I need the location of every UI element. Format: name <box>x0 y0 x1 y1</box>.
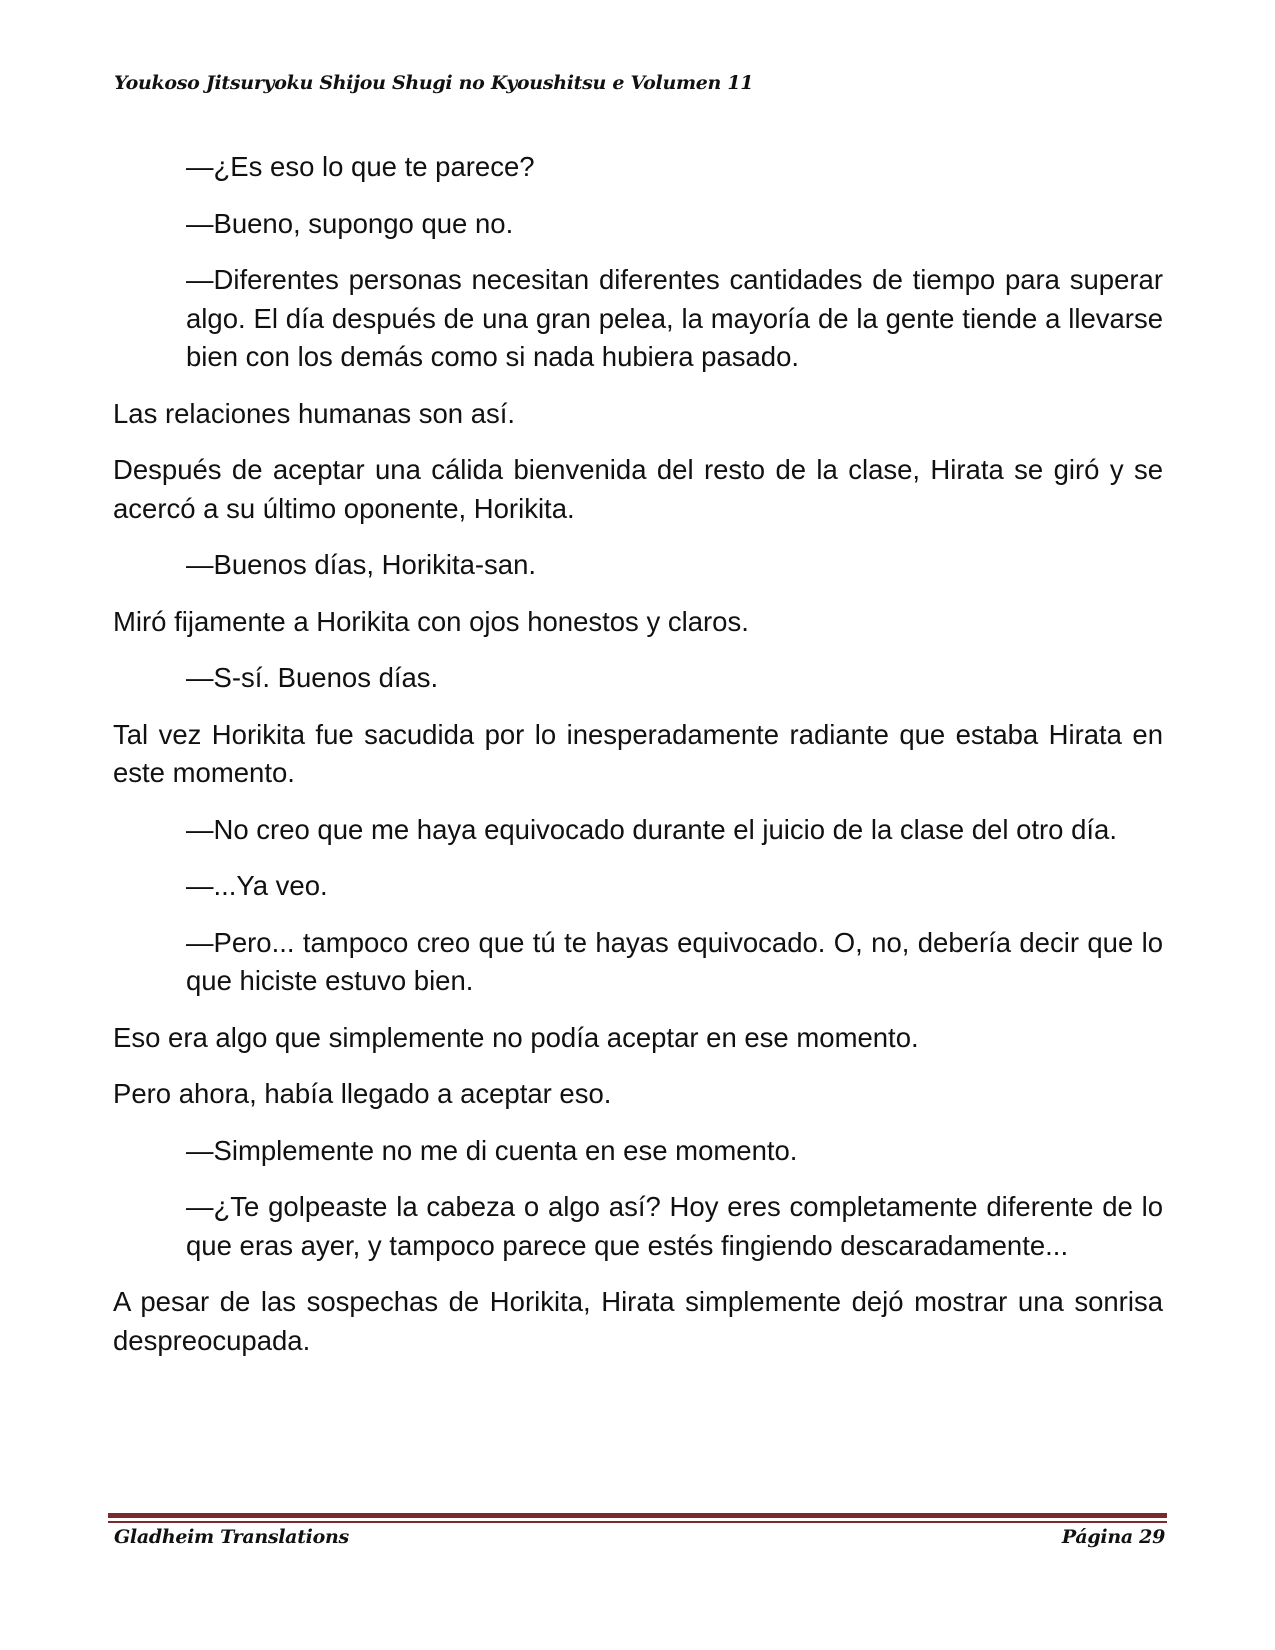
dialogue-paragraph: —Buenos días, Horikita-san. <box>186 549 537 580</box>
dialogue-paragraph: —Pero... tampoco creo que tú te hayas equivocado. O, no, debería decir que lo que hiciste estuvo bien. <box>186 926 1163 996</box>
dialogue-paragraph: —S-sí. Buenos días. <box>186 662 439 693</box>
dialogue-paragraph: —¿Es eso lo que te parece? <box>186 151 535 182</box>
dialogue-paragraph: —¿Te golpeaste la cabeza o algo así? Hoy eres completamente diferente de lo que eras ayer, y tampoco parece que estés fingiendo descaradamente... <box>186 1191 1163 1261</box>
dialogue-paragraph: —Diferentes personas necesitan diferentes cantidades de tiempo para superar algo. El día después de una gran pelea, la mayoría de la gente tiende a llevarse bien con los demás como si nada hubiera pasado. <box>186 264 1163 372</box>
narration-paragraph: Después de aceptar una cálida bienvenida del resto de la clase, Hirata se giró y se acercó a su último oponente, Horikita. <box>113 454 1163 524</box>
dialogue-paragraph: —...Ya veo. <box>186 870 328 901</box>
page-number: Página 29 <box>1061 1526 1165 1548</box>
footer-divider-thin <box>108 1521 1167 1523</box>
footer-publisher: Gladheim Translations <box>114 1526 349 1548</box>
running-header: Youkoso Jitsuryoku Shijou Shugi no Kyoushitsu e Volumen 11 <box>114 72 754 94</box>
dialogue-paragraph: —Bueno, supongo que no. <box>186 207 514 239</box>
narration-paragraph: A pesar de las sospechas de Horikita, Hirata simplemente dejó mostrar una sonrisa despreocupada. <box>113 1286 1163 1356</box>
page-body <box>113 148 1163 1378</box>
narration-paragraph: Pero ahora, había llegado a aceptar eso. <box>113 1078 612 1109</box>
narration-paragraph: Eso era algo que simplemente no podía aceptar en ese momento. <box>113 1021 919 1053</box>
dialogue-paragraph: —Simplemente no me di cuenta en ese momento. <box>186 1134 798 1166</box>
dialogue-paragraph: —No creo que me haya equivocado durante el juicio de la clase del otro día. <box>186 813 1117 845</box>
footer-divider <box>108 1513 1167 1518</box>
narration-paragraph: Las relaciones humanas son así. <box>113 397 516 429</box>
narration-paragraph: Miró fijamente a Horikita con ojos honestos y claros. <box>113 605 749 637</box>
narration-paragraph: Tal vez Horikita fue sacudida por lo inesperadamente radiante que estaba Hirata en este momento. <box>113 718 1163 788</box>
